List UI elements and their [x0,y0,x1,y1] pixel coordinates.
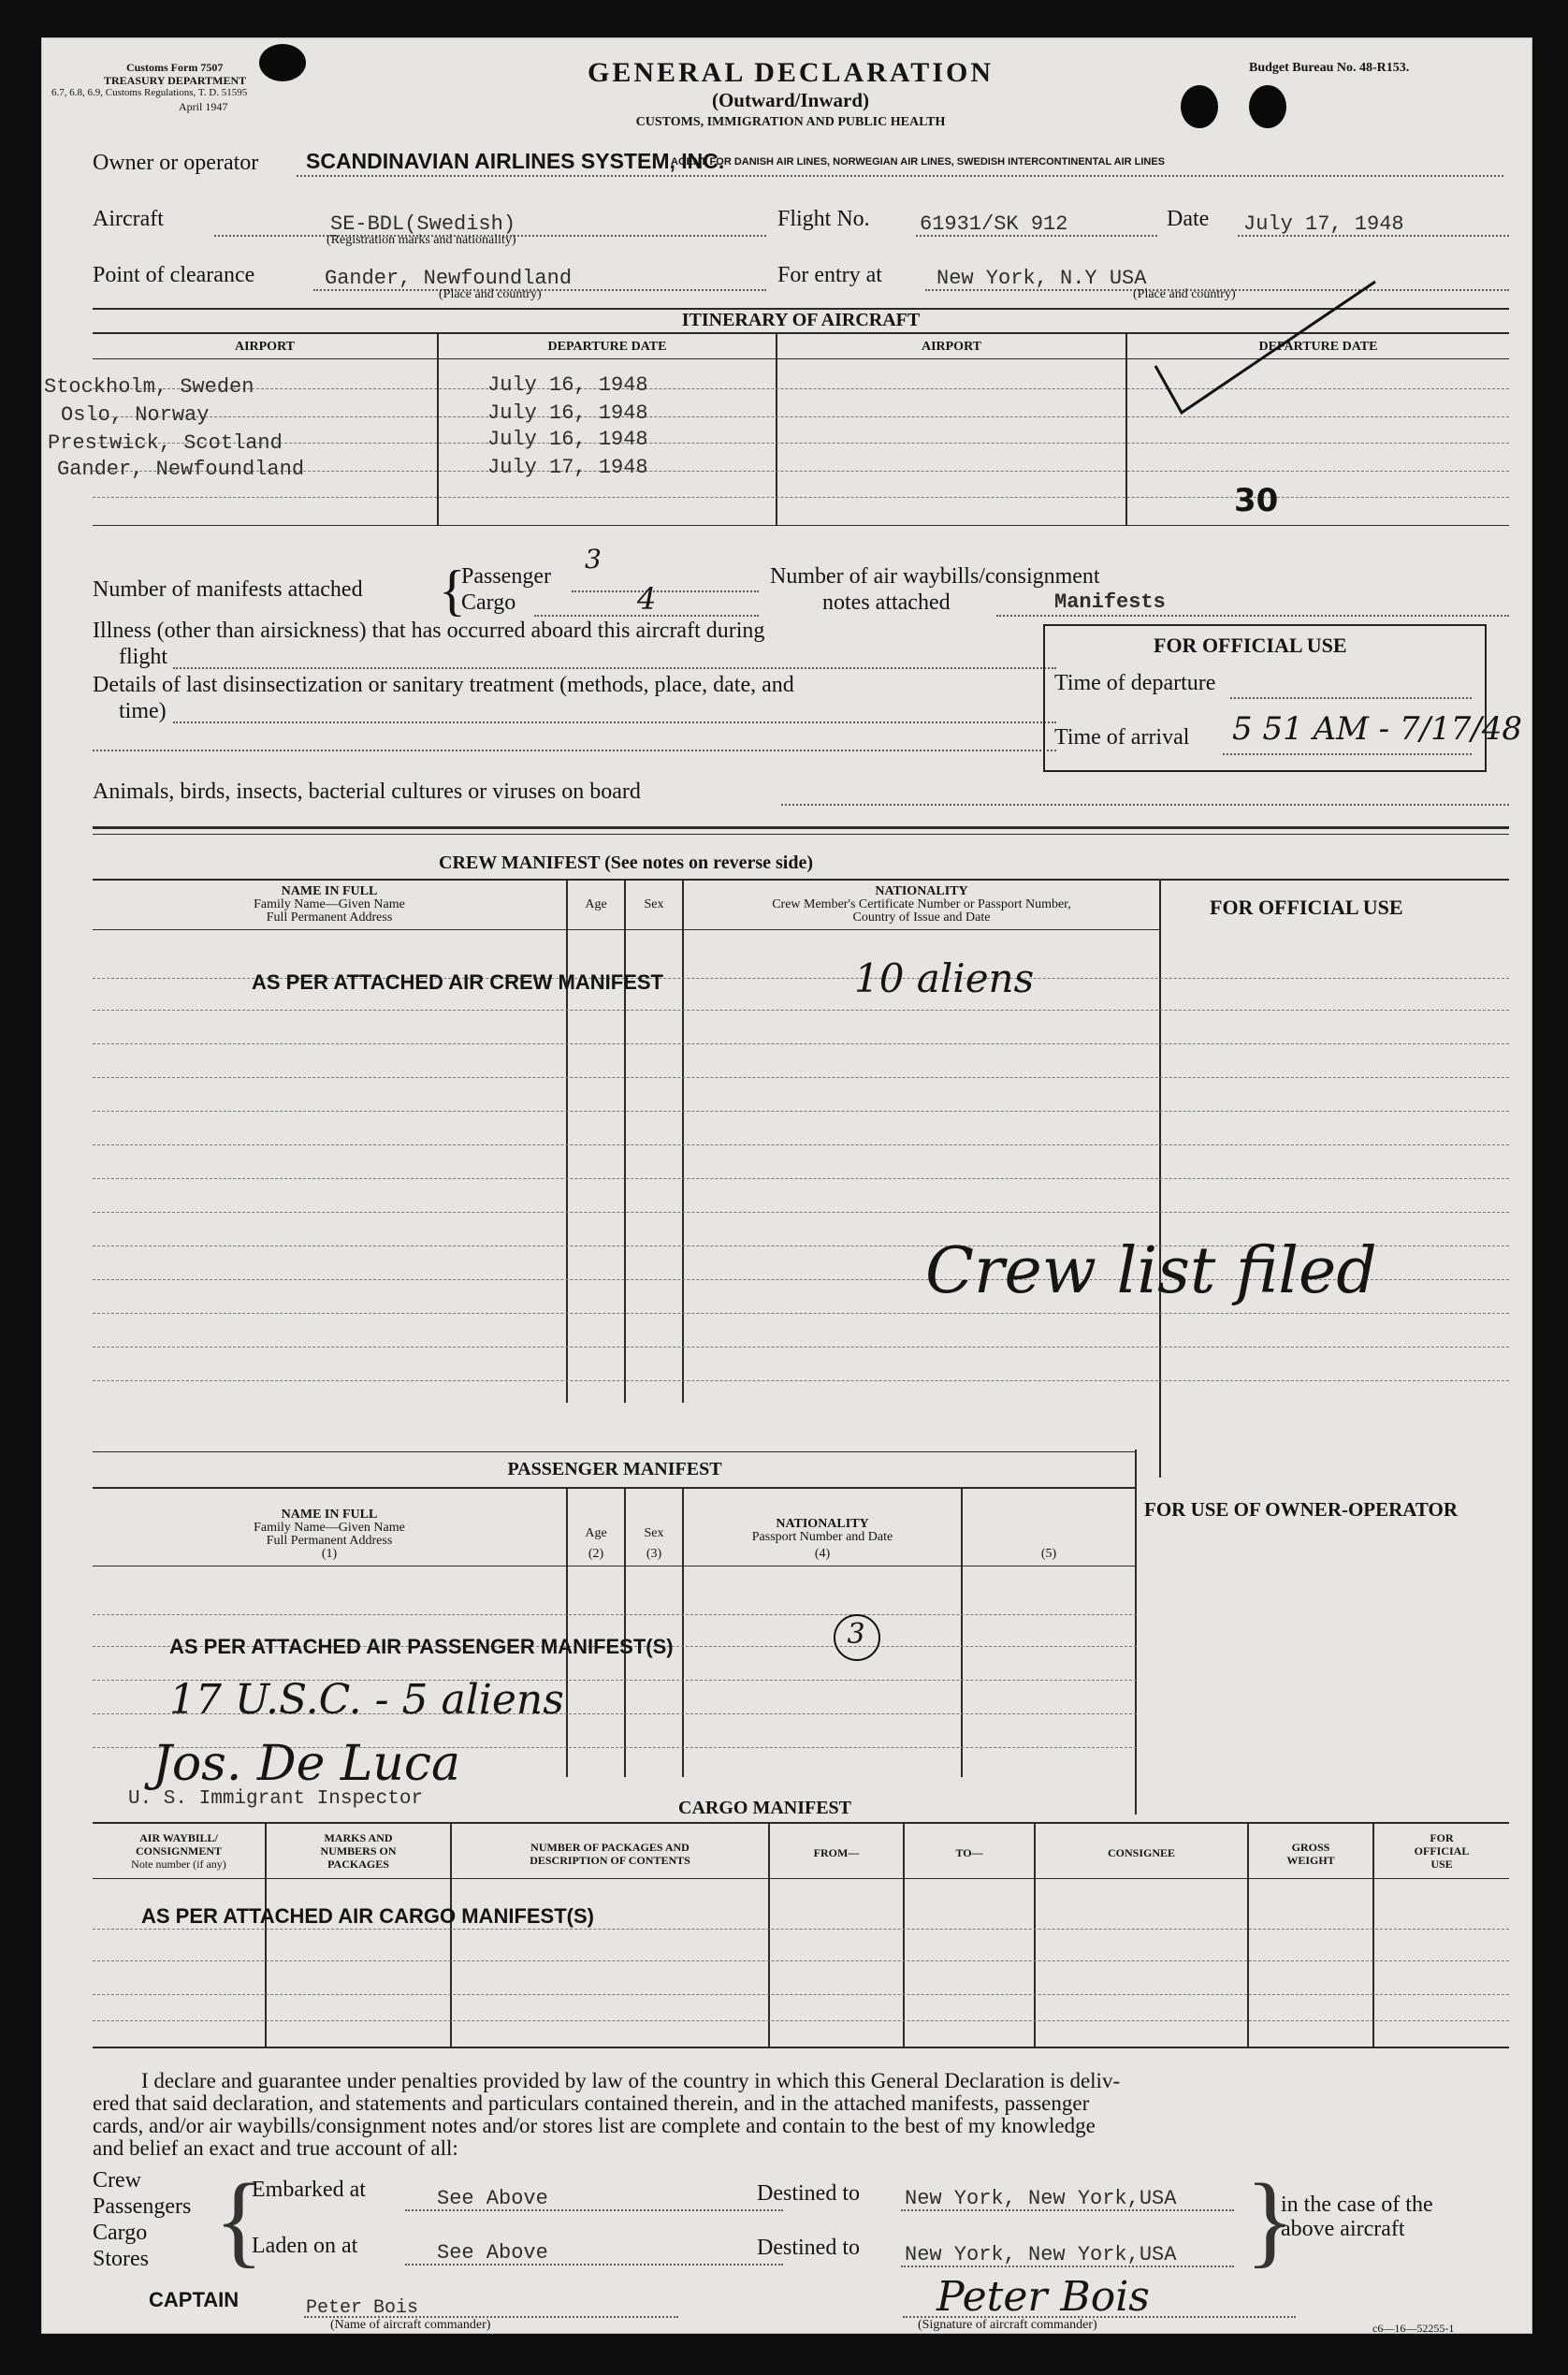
handwritten-number: 30 [1234,482,1279,519]
disinsect-line-2: time) [119,699,167,723]
cargo-stamp: AS PER ATTACHED AIR CARGO MANIFEST(S) [141,1904,594,1928]
owner-agent: AGENT FOR DANISH AIR LINES, NORWEGIAN AIR LINES, SWEDISH INTERCONTINENTAL AIR LINES [671,156,1166,168]
cargo-col-marks-2: NUMBERS ON [320,1844,397,1858]
crew-col-official: FOR OFFICIAL USE [1210,896,1403,919]
declaration-form: Customs Form 7507 TREASURY DEPARTMENT 6.7, 6.8, 6.9, Customs Regulations, T. D. 51595 April 1947 GENERAL DECLARATION (Outward/Inward) CUSTOMS, IMMIGRATION AND PUBLIC HEALTH Budget Bureau No. 48-R153. Owner or operator SCANDINAVIAN AIRLINES SYSTEM, INC. AGENT FOR DANISH AIR LINES, NORWEGIAN AIR LINES, SWEDISH INTERCONTINENTAL AIR LINES Aircraft SE-BDL(Swedish) (Registration marks and nationality) Flight No. 61931/SK 912 Date July 17, 1948 Point of clearance Gander, Newfoundland (Place and country) For entry at New York, N.Y USA (Place and country) ITINERARY OF AIRCRAFT AIRPORT DEPARTURE DATE AIRPORT DEPARTURE DATE Stockholm, Sweden July 16, 1948 Oslo, Norway July 16, 1948 Prestwick, Scotland July 16, 1948 Gander, Newfoundland July 17, 1948 30 Number of manifests attached { Passenger 3 Cargo 4 Number of air waybills/consignment notes attached Manifests Illness (other than airsickness) that has occurred aboard this aircraft during flight Details of last disinsectization or sanitary treatment (methods, place, date, and time) FOR OFFICIAL USE Time of departure Time of arrival 5 51 AM - 7/17/48 Animals, birds, insects, bacterial cultures or viruses on board CREW MANIFEST (See notes on reverse side) NAME IN FULL Family Name—Given Name Full Permanent Address Age Sex NATIONALITY Crew Member's Certificate Number or Passport Number, Country of Issue and Date FOR OFFICIAL USE AS PER ATTACHED AIR CREW MANIFEST 10 aliens Crew list filed PASSENGER MANIFEST NAME IN FULL Family Name—Given Name Full Permanent Address (1) Age (2) Sex (3) NATIONALITY Passport Number and Date (4) (5) FOR USE OF OWNER-OPERATOR AS PER ATTACHED AIR PASSENGER MANIFEST(S) 3 17 U.S.C. - 5 aliens Jos. De Luca U. S. Immigrant Inspector CARGO MANIFEST AIR WAYBILL/ CONSIGNMENT Note number (if any) MARKS AND NUMBERS ON PACKAGES NUMBER OF PACKAGES AND DESCRIPTION OF CONTENTS FROM— TO— CONSIGNEE GROSS WEIGHT FOR OFFICIAL USE AS PER ATTACHED AIR CARGO MANIFEST(S) I declare and guarantee under penalties provided by law of the country in which this General Declaration is deliv- ered that said declaration, and statements and particulars contained therein, and in the attached manifests, passenger cards, and/or air waybills/consignment notes and/or stores list are complete and contain to the best of my knowledge and belief an exact and true account of all: Crew Passengers Cargo Stores { Embarked at See Above Laden on at See Above Destined to New York, New York,USA Destined to New York, New York,USA } in the case of the above aircraft CAPTAIN Peter Bois (Name of aircraft commander) Peter Bois (Signature of aircraft commander) c6—16—52255-1 [41,37,1532,2334]
cargo-col-to: TO— [955,1846,983,1859]
declaration-line-2: ered that said declaration, and statements and particulars contained therein, and in the attached manifests, passenger [93,2091,1090,2115]
captain-label: CAPTAIN [149,2288,240,2311]
manifests-label: Number of manifests attached [93,577,363,602]
itinerary-airport-4: Gander, Newfoundland [57,458,305,481]
crew-title: CREW MANIFEST (See notes on reverse side) [439,852,813,873]
punch-hole-right-2 [1249,85,1286,128]
inspector-signature: Jos. De Luca [152,1736,461,1792]
destined-label-1: Destined to [757,2181,860,2206]
form-number: Customs Form 7507 [126,61,224,74]
manifests-brace: { [439,560,466,621]
clearance-label: Point of clearance [93,263,255,287]
itinerary-date-1: July 16, 1948 [487,373,648,397]
crew-col-nat-3: Country of Issue and Date [852,911,991,925]
pax-col-owner: FOR USE OF OWNER-OPERATOR [1144,1498,1459,1521]
aircraft-label: Aircraft [93,207,164,231]
april-line: April 1947 [179,100,228,113]
waybill-value: Manifests [1054,590,1166,614]
destined-value-1: New York, New York,USA [905,2187,1177,2210]
itinerary-col-airport-1: AIRPORT [234,340,296,354]
declaration-line-1: I declare and guarantee under penalties provided by law of the country in which this General Declaration is deliv- [141,2069,1121,2092]
cargo-manifests-label: Cargo [461,590,516,615]
animals-label: Animals, birds, insects, bacterial cultures or viruses on board [93,780,641,804]
entry-label: For entry at [777,263,882,287]
decl-stores-label: Stores [93,2247,149,2271]
pax-col-5: (5) [1040,1547,1057,1561]
embarked-label: Embarked at [252,2178,366,2202]
cargo-col-consignee: CONSIGNEE [1107,1846,1176,1859]
pax-col-nat-3: (4) [814,1547,831,1561]
cargo-col-waybill-3: Note number (if any) [131,1858,226,1871]
clearance-caption: (Place and country) [439,287,542,301]
owner-value: SCANDINAVIAN AIRLINES SYSTEM, INC. [306,149,725,173]
aircraft-value: SE-BDL(Swedish) [330,212,516,236]
departure-time-label: Time of departure [1054,671,1216,695]
inspector-title: U. S. Immigrant Inspector [128,1788,424,1810]
official-use-title: FOR OFFICIAL USE [1154,634,1347,657]
cargo-col-official-3: USE [1430,1858,1453,1871]
waybill-label-1: Number of air waybills/consignment [770,564,1100,589]
itinerary-airport-1: Stockholm, Sweden [44,375,254,399]
cargo-col-from: FROM— [813,1846,860,1859]
laden-label: Laden on at [252,2234,358,2258]
commander-caption: (Name of aircraft commander) [330,2318,491,2332]
cargo-col-official-1: FOR [1430,1831,1454,1844]
crew-aliens-note: 10 aliens [854,955,1035,1001]
cargo-col-number-2: DESCRIPTION OF CONTENTS [530,1854,690,1867]
cargo-col-weight-1: GROSS [1291,1841,1330,1854]
punch-hole-right-1 [1181,85,1218,128]
date-label: Date [1167,207,1210,231]
form-subtitle-2: CUSTOMS, IMMIGRATION AND PUBLIC HEALTH [635,115,946,129]
clearance-value: Gander, Newfoundland [325,267,573,290]
pax-col-sex-num: (3) [646,1547,662,1561]
decl-left-brace: { [214,2163,264,2277]
owner-label: Owner or operator [93,151,259,175]
itinerary-date-3: July 16, 1948 [487,428,648,451]
itinerary-date-4: July 17, 1948 [487,456,648,479]
passenger-manifests-value: 3 [585,544,602,575]
crew-col-age: Age [585,897,607,911]
cargo-manifests-value: 4 [637,581,657,617]
cargo-col-weight-2: WEIGHT [1286,1854,1335,1867]
pax-col-name-3: Full Permanent Address [266,1534,393,1548]
punch-hole-left [259,44,306,81]
itinerary-col-departure-2: DEPARTURE DATE [1258,340,1378,354]
itinerary-title: ITINERARY OF AIRCRAFT [681,310,921,330]
arrival-time-value: 5 51 AM - 7/17/48 [1232,710,1523,748]
pax-col-name-4: (1) [321,1547,338,1561]
pax-col-name-1: NAME IN FULL [281,1508,378,1522]
cargo-col-waybill-2: CONSIGNMENT [135,1844,222,1858]
laden-value: See Above [437,2241,548,2265]
waybill-label-2: notes attached [822,590,951,615]
pax-col-age: Age [585,1526,607,1540]
arrival-time-label: Time of arrival [1054,725,1190,750]
destined-label-2: Destined to [757,2236,860,2260]
flight-value: 61931/SK 912 [920,212,1068,236]
pax-col-nat-2: Passport Number and Date [751,1530,893,1544]
itinerary-date-2: July 16, 1948 [487,401,648,425]
captain-signature: Peter Bois [936,2273,1150,2321]
case-text-1: in the case of the [1281,2193,1433,2217]
cargo-col-number-1: NUMBER OF PACKAGES AND [530,1841,690,1854]
pax-col-age-num: (2) [588,1547,604,1561]
form-code: c6—16—52255-1 [1372,2322,1455,2335]
cargo-col-marks-1: MARKS AND [324,1831,393,1844]
crew-col-name-1: NAME IN FULL [281,884,378,898]
treasury-line: TREASURY DEPARTMENT [104,74,247,87]
illness-line-2: flight [119,645,167,669]
pax-col-nat-1: NATIONALITY [776,1517,869,1531]
declaration-line-4: and belief an exact and true account of all: [93,2136,458,2160]
destined-value-2: New York, New York,USA [905,2243,1177,2266]
decl-right-brace: } [1245,2163,1295,2277]
entry-value: New York, N.Y USA [936,267,1147,290]
captain-name: Peter Bois [306,2297,419,2319]
itinerary-airport-3: Prestwick, Scotland [48,431,283,455]
cargo-col-official-2: OFFICIAL [1414,1844,1470,1858]
declaration-line-3: cards, and/or air waybills/consignment notes and/or stores list are complete and contain to the best of my knowledge [93,2114,1096,2137]
signature-caption: (Signature of aircraft commander) [918,2318,1097,2332]
itinerary-airport-2: Oslo, Norway [61,403,210,427]
form-subtitle: (Outward/Inward) [711,89,869,111]
regulations-line: 6.7, 6.8, 6.9, Customs Regulations, T. D. 51595 [51,87,248,98]
pax-col-name-2: Family Name—Given Name [254,1521,405,1535]
crew-list-filed-note: Crew list filed [925,1234,1377,1308]
itinerary-col-airport-2: AIRPORT [921,340,982,354]
crew-col-name-2: Family Name—Given Name [254,897,405,911]
crew-col-name-3: Full Permanent Address [266,911,393,925]
budget-bureau: Budget Bureau No. 48-R153. [1249,61,1410,75]
itinerary-col-departure-1: DEPARTURE DATE [547,340,667,354]
flight-label: Flight No. [777,207,870,231]
decl-crew-label: Crew [93,2168,141,2193]
cargo-col-waybill-1: AIR WAYBILL/ [139,1831,218,1844]
passenger-stamp: AS PER ATTACHED AIR PASSENGER MANIFEST(S) [169,1635,674,1658]
illness-line-1: Illness (other than airsickness) that has occurred aboard this aircraft during [93,619,765,643]
aircraft-caption: (Registration marks and nationality) [327,233,516,247]
passenger-manifests-label: Passenger [461,564,551,589]
decl-cargo-label: Cargo [93,2221,148,2245]
checkmark-icon [1146,272,1389,422]
cargo-title: CARGO MANIFEST [678,1798,852,1818]
embarked-value: See Above [437,2187,548,2210]
date-value: July 17, 1948 [1243,212,1404,236]
pax-col-sex: Sex [644,1526,664,1540]
cargo-col-marks-3: PACKAGES [327,1858,389,1871]
case-text-2: above aircraft [1281,2217,1405,2241]
decl-passengers-label: Passengers [93,2194,192,2219]
form-title: GENERAL DECLARATION [587,57,994,88]
disinsect-line-1: Details of last disinsectization or sanitary treatment (methods, place, date, and [93,673,794,697]
crew-col-nat-2: Crew Member's Certificate Number or Passport Number, [772,897,1071,911]
passenger-title: PASSENGER MANIFEST [507,1459,722,1479]
passenger-hand-line: 17 U.S.C. - 5 aliens [169,1676,564,1724]
crew-stamp: AS PER ATTACHED AIR CREW MANIFEST [252,970,663,994]
crew-col-sex: Sex [644,897,664,911]
crew-col-nat-1: NATIONALITY [875,884,968,898]
entry-caption: (Place and country) [1133,287,1236,301]
